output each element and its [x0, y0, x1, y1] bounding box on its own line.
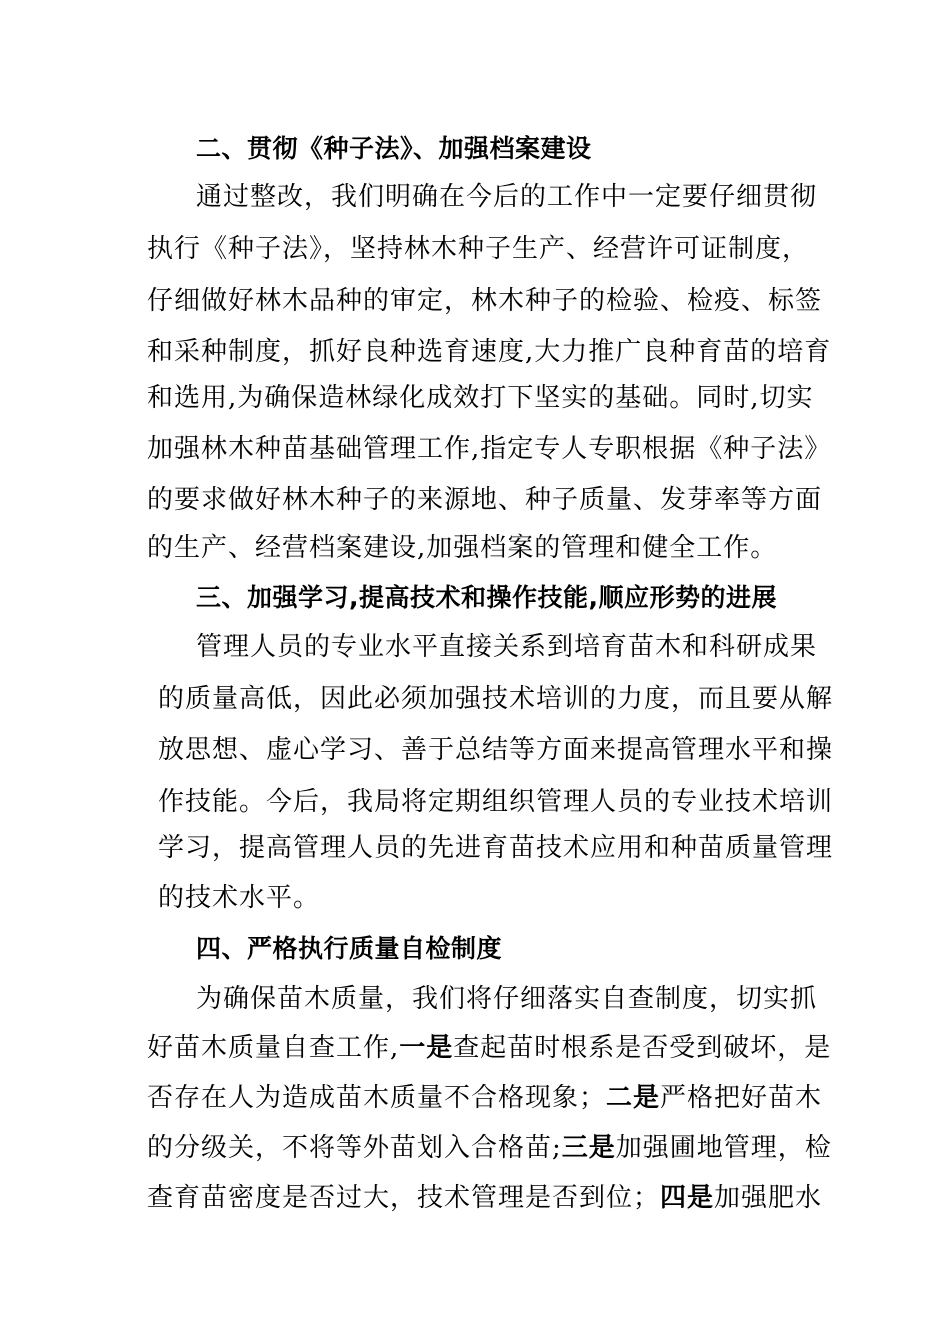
- paragraph-line: [147, 1032, 832, 1064]
- section-heading-2: 二、贯彻《种子法》、加强档案建设: [196, 134, 592, 163]
- line-text: 查育苗密度是否过大，技术管理是否到位；: [147, 1183, 661, 1213]
- paragraph-line: 的质量高低，因此必须加强技术培训的力度，而且要从解: [158, 684, 834, 714]
- paragraph-line: 的要求做好林木种子的来源地、种子质量、发芽率等方面: [147, 485, 823, 515]
- paragraph-line: 放思想、虚心学习、善于总结等方面来提高管理水平和操: [158, 735, 834, 765]
- paragraph-line: 管理人员的专业水平直接关系到培育苗木和科研成果: [196, 632, 818, 662]
- paragraph-line: 的生产、经营档案建设,加强档案的管理和健全工作。: [147, 533, 778, 563]
- item-marker-4: 四是: [660, 1183, 715, 1213]
- line-text: 加强肥水: [714, 1183, 823, 1213]
- paragraph-line: 仔细做好林木品种的审定，林木种子的检验、检疫、标签: [147, 286, 823, 316]
- paragraph-line: [147, 1182, 823, 1214]
- line-text: 否存在人为造成苗木质量不合格现象；: [147, 1083, 607, 1113]
- paragraph-line: 加强林木种苗基础管理工作,指定专人专职根据《种子法》: [147, 434, 832, 464]
- paragraph-line: 和选用,为确保造林绿化成效打下坚实的基础。同时,切实: [147, 383, 814, 413]
- paragraph-line: 通过整改，我们明确在今后的工作中一定要仔细贯彻: [196, 182, 818, 212]
- section-heading-3: 三、加强学习,提高技术和操作技能,顺应形势的进展: [196, 583, 777, 612]
- paragraph-line: [147, 1082, 823, 1114]
- item-marker-3: 三是: [561, 1133, 616, 1163]
- paragraph-line: 作技能。今后，我局将定期组织管理人员的专业技术培训: [158, 787, 834, 817]
- section-heading-4: 四、严格执行质量自检制度: [196, 934, 503, 963]
- line-text: 好苗木质量自查工作,: [147, 1033, 400, 1063]
- paragraph-line: 学习，提高管理人员的先进育苗技术应用和种苗质量管理: [158, 833, 834, 863]
- paragraph-line: 的技术水平。: [158, 883, 321, 913]
- item-marker-2: 二是: [606, 1083, 661, 1113]
- paragraph-line: 为确保苗木质量，我们将仔细落实自查制度，切实抓: [196, 984, 818, 1014]
- item-marker-1: 一是: [399, 1033, 454, 1063]
- line-text: 查起苗时根系是否受到破坏，是: [453, 1033, 832, 1063]
- line-text: 严格把好苗木: [660, 1083, 823, 1113]
- line-text: 的分级关，不将等外苗划入合格苗;: [147, 1133, 562, 1163]
- paragraph-line: [147, 1132, 832, 1164]
- line-text: 加强圃地管理，检: [615, 1133, 832, 1163]
- paragraph-line: 和采种制度，抓好良种选育速度,大力推广良种育苗的培育: [147, 337, 832, 367]
- paragraph-line: 执行《种子法》，坚持林木种子生产、经营许可证制度，: [147, 234, 810, 264]
